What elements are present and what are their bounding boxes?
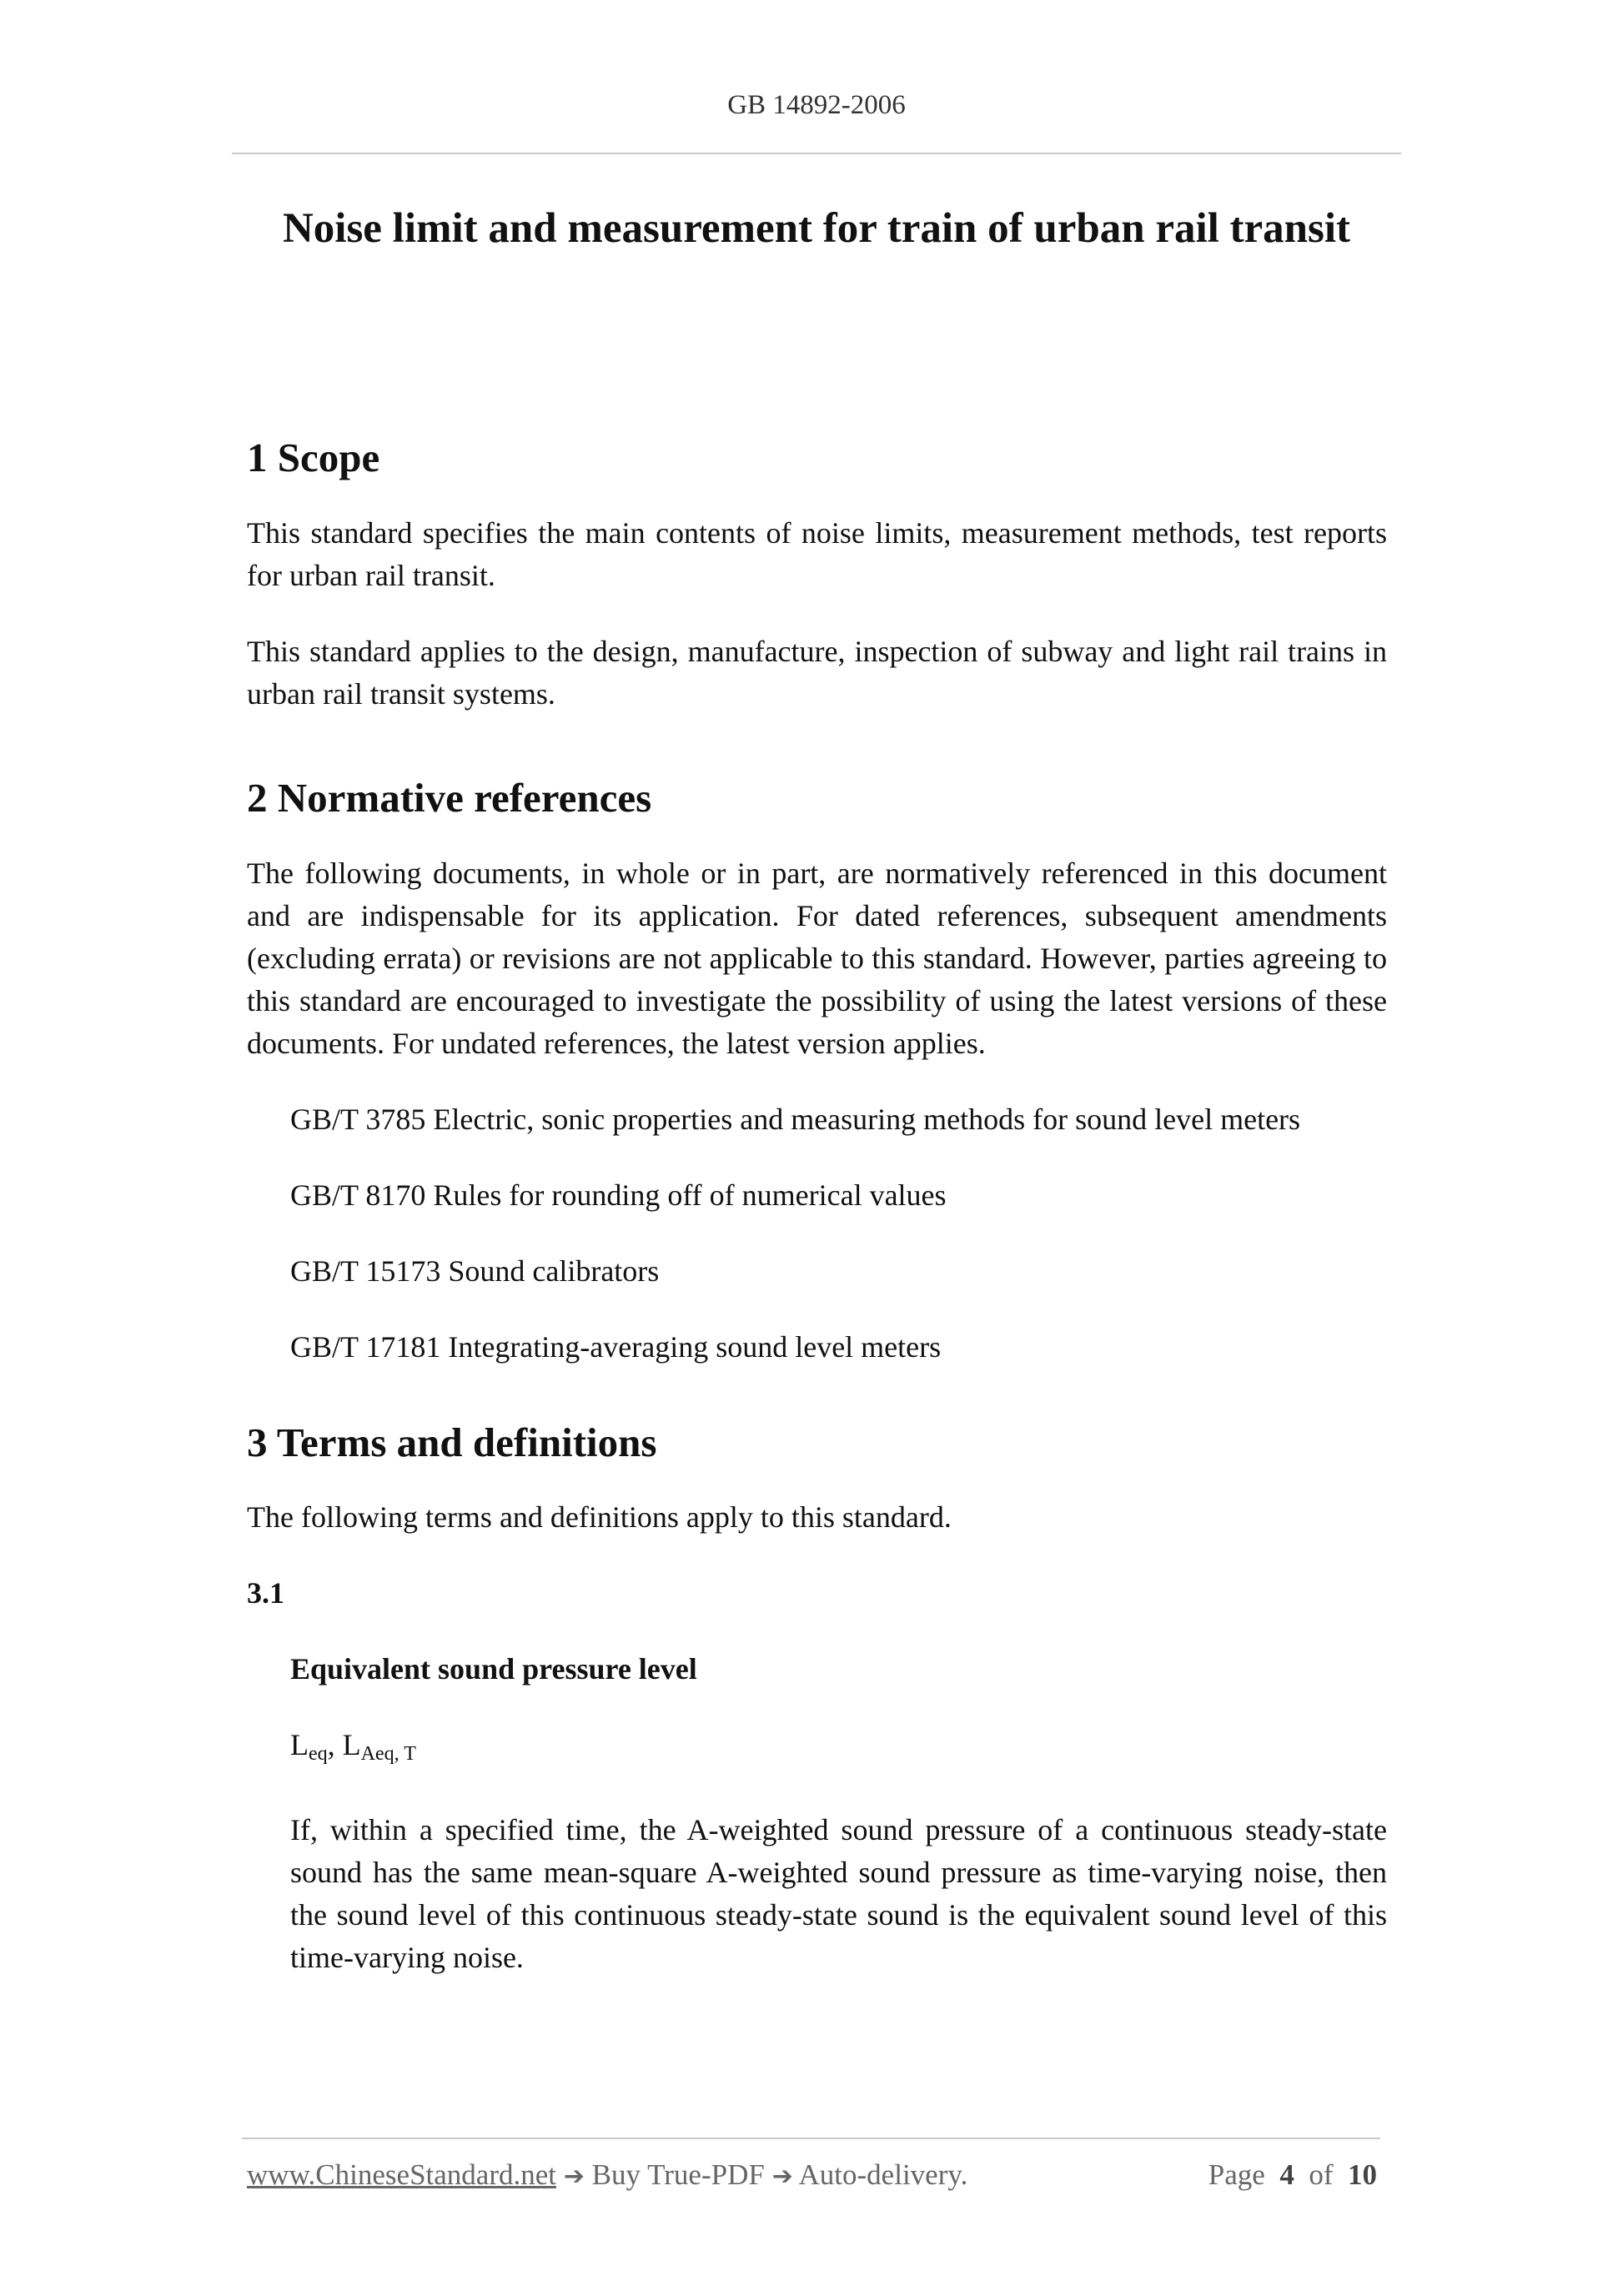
symbol-subscript: Aeq, T <box>360 1743 416 1766</box>
symbol-subscript: eq <box>309 1743 328 1766</box>
current-page-number: 4 <box>1279 2158 1294 2191</box>
reference-item: GB/T 8170 Rules for rounding off of numerical values <box>290 1178 947 1212</box>
section-heading-scope: 1 Scope <box>247 435 380 480</box>
arrow-right-icon: ➔ <box>563 2162 585 2191</box>
symbol-base: L <box>342 1728 361 1762</box>
document-body <box>247 434 1387 1979</box>
scope-paragraph: This standard specifies the main contents of noise limits, measurement methods, test reports for urban rail transit. <box>247 515 1387 592</box>
terms-intro-paragraph: The following terms and definitions apply to this standard. <box>247 1500 952 1535</box>
scope-paragraph: This standard applies to the design, manufacture, inspection of subway and light rail trains in urban rail transit systems. <box>247 634 1387 711</box>
term-definition: If, within a specified time, the A-weighted sound pressure of a continuous steady-state sound has the same mean-square A-weighted sound pressure as time-varying noise, then the sound level of this continuous steady-state sound is the equivalent sound level of this time-varying noise. <box>290 1813 1387 1975</box>
term-symbol <box>290 1724 1387 1776</box>
term-name: Equivalent sound pressure level <box>290 1652 697 1686</box>
footer-promo <box>247 2158 967 2192</box>
of-label: of <box>1309 2158 1334 2191</box>
clause-number: 3.1 <box>247 1576 284 1610</box>
reference-item: GB/T 3785 Electric, sonic properties and measuring methods for sound level meters <box>290 1102 1301 1136</box>
page-indicator <box>1208 2158 1377 2192</box>
reference-item: GB/T 17181 Integrating-averaging sound level meters <box>290 1329 942 1364</box>
buy-true-pdf-text: Buy True-PDF <box>591 2158 765 2191</box>
arrow-right-icon: ➔ <box>771 2162 793 2191</box>
section-heading-normative-references: 2 Normative references <box>247 774 652 821</box>
document-title: Noise limit and measurement for train of urban rail transit <box>282 205 1351 252</box>
section-heading-terms-definitions: 3 Terms and definitions <box>247 1419 657 1465</box>
header-divider <box>232 153 1401 154</box>
reference-list <box>247 1098 1387 1369</box>
auto-delivery-text: Auto-delivery. <box>798 2158 968 2191</box>
normative-intro-paragraph: The following documents, in whole or in part, are normatively referenced in this document and are indispensable for its application. For dated references, subsequent amendments (excluding errata) or revisions are not applicable to this standard. However, parties agreeing to this standard are encouraged to investigate the possibility of using the latest versions of these documents. For undated references, the latest version applies. <box>247 856 1387 1060</box>
symbol-separator: , <box>327 1728 343 1762</box>
footer-divider <box>242 2138 1380 2139</box>
page-footer <box>247 2158 1377 2192</box>
page-label: Page <box>1208 2158 1265 2191</box>
reference-item: GB/T 15173 Sound calibrators <box>290 1254 660 1288</box>
site-link[interactable]: www.ChineseStandard.net <box>247 2158 556 2191</box>
symbol-base: L <box>290 1728 309 1762</box>
running-header: GB 14892-2006 <box>727 90 906 120</box>
total-pages-number: 10 <box>1348 2158 1377 2191</box>
